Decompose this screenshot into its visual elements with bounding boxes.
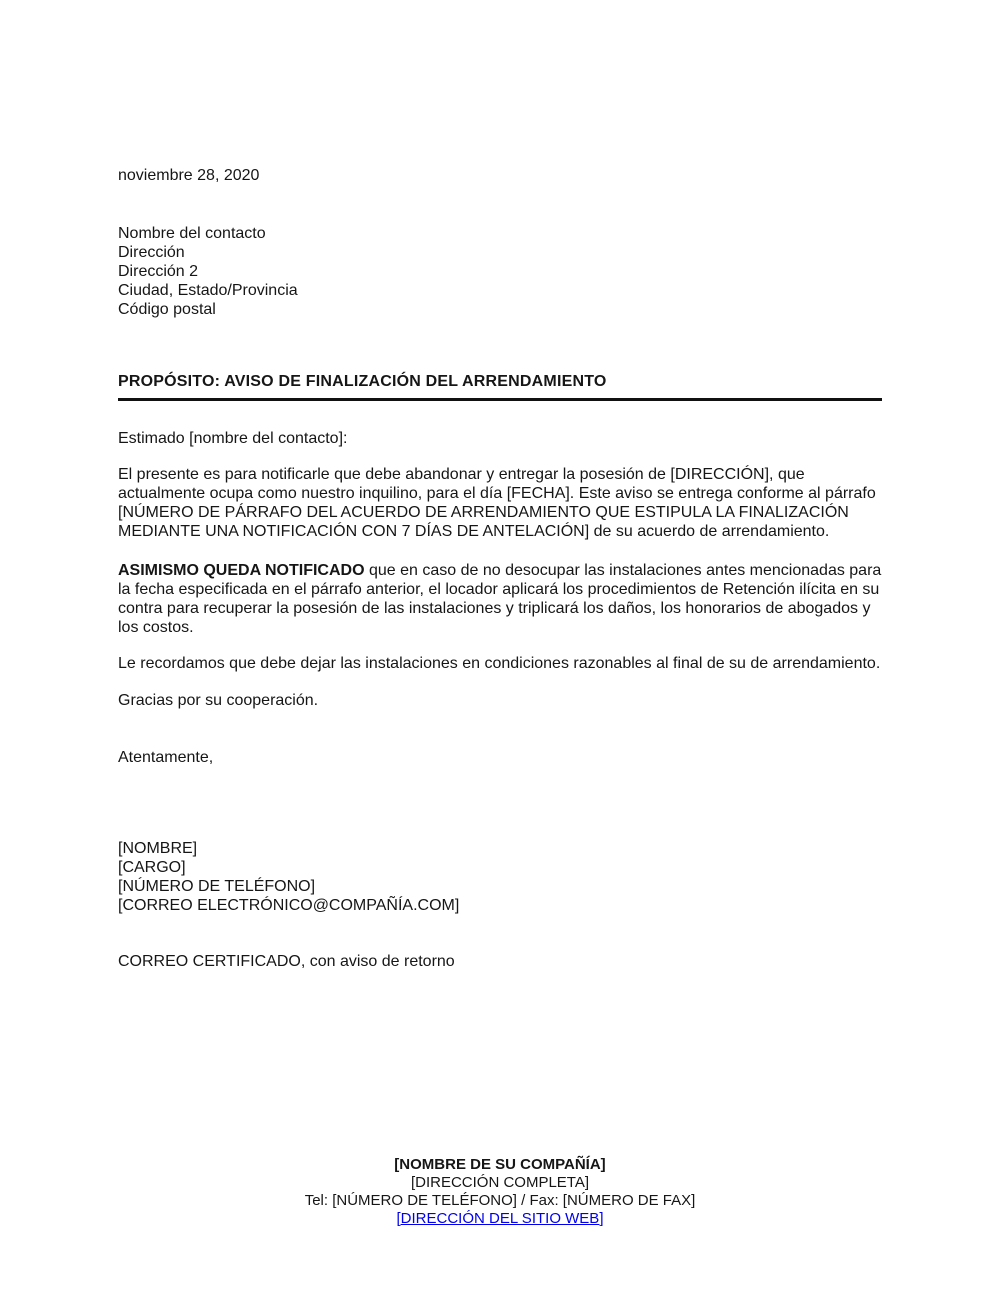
footer-company-address: [DIRECCIÓN COMPLETA]: [410, 1174, 590, 1191]
footer-website-row: [0, 1210, 1000, 1228]
recipient-name: Nombre del contacto: [118, 225, 266, 242]
salutation: Estimado [nombre del contacto]:: [118, 430, 348, 447]
body-paragraph-1: El presente es para notificarle que debe abandonar y entregar la posesión de [DIRECCIÓN], que actualmente ocupa como nuestro inquilino, para el día [FECHA]. Este aviso se entrega conforme al párrafo [NÚMERO DE PÁRRAFO DEL ACUERDO DE ARRENDAMIENTO QUE ESTIPULA LA FINALIZACIÓN MEDIANTE UNA NOTIFICACIÓN CON 7 DÍAS DE ANTELACIÓN] de su acuerdo de arrendamiento.: [118, 466, 876, 540]
signature-block: [118, 839, 882, 915]
signature-title: [CARGO]: [118, 859, 186, 876]
body-paragraph-3: Le recordamos que debe dejar las instalaciones en condiciones razonables al final de su de arrendamiento.: [118, 655, 881, 672]
body-paragraph-4: Gracias por su cooperación.: [118, 692, 319, 709]
subject-divider-rule: [118, 398, 882, 401]
notice-paragraph-rest: que en caso de no desocupar las instalaciones antes mencionadas para la fecha especificada en el párrafo anterior, el locador aplicará los procedimientos de Retención ilícita en su contra para recuperar la posesión de las instalaciones y triplicará los daños, los honorarios de abogados y los costos.: [118, 562, 882, 636]
recipient-address-line-2: Dirección 2: [118, 263, 199, 280]
recipient-address-line-1: Dirección: [118, 244, 185, 261]
footer-company-name: [NOMBRE DE SU COMPAÑÍA]: [394, 1156, 606, 1173]
company-footer: [0, 1156, 1000, 1228]
delivery-method-note: CORREO CERTIFICADO, con aviso de retorno: [118, 953, 455, 970]
signature-email: [CORREO ELECTRÓNICO@COMPAÑÍA.COM]: [118, 897, 460, 914]
notice-bold-lead: ASIMISMO QUEDA NOTIFICADO: [118, 562, 365, 579]
closing-salutation: Atentamente,: [118, 749, 214, 766]
recipient-city-state: Ciudad, Estado/Provincia: [118, 282, 298, 299]
recipient-address-block: [118, 224, 882, 319]
recipient-postal-code: Código postal: [118, 301, 216, 318]
footer-phone-fax: Tel: [NÚMERO DE TELÉFONO] / Fax: [NÚMERO DE FAX]: [304, 1192, 696, 1209]
body-paragraph-2: [118, 561, 882, 637]
signature-name: [NOMBRE]: [118, 840, 198, 857]
website-link[interactable]: [DIRECCIÓN DEL SITIO WEB]: [396, 1210, 604, 1227]
letter-body: [118, 0, 882, 971]
subject-heading: PROPÓSITO: AVISO DE FINALIZACIÓN DEL ARRENDAMIENTO: [118, 373, 607, 390]
signature-phone: [NÚMERO DE TELÉFONO]: [118, 878, 316, 895]
letter-date: noviembre 28, 2020: [118, 167, 260, 184]
